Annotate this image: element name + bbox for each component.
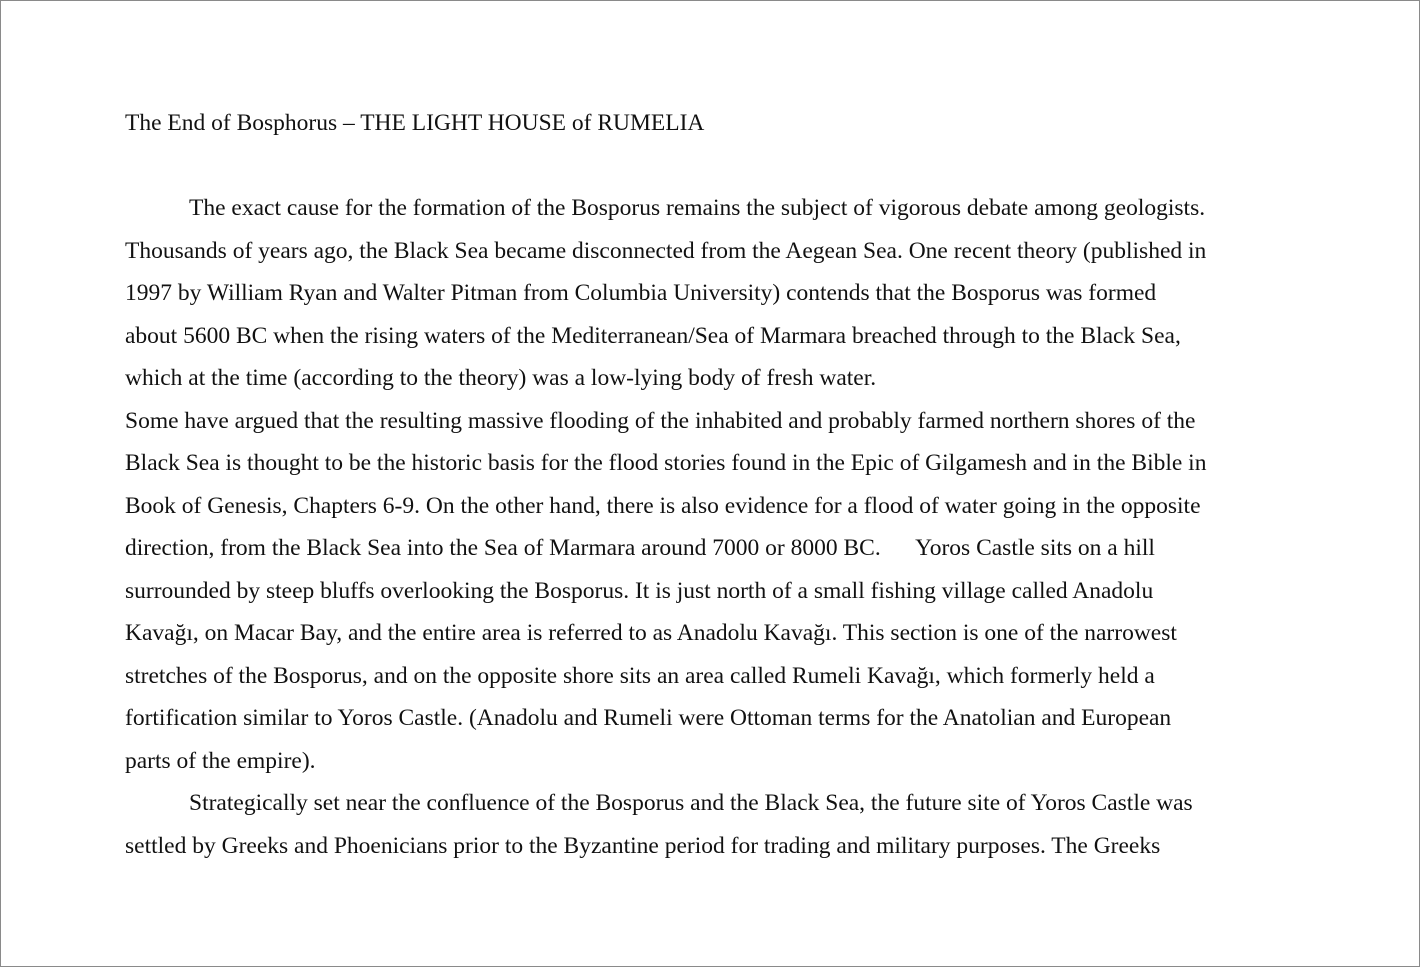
text-line: parts of the empire). [125,747,316,774]
text-line: settled by Greeks and Phoenicians prior to the Byzantine period for trading and military purposes. The Greeks [125,832,1161,859]
text-line: Some have argued that the resulting massive flooding of the inhabited and probably farmed northern shores of the [125,407,1196,434]
text-line: Strategically set near the confluence of the Bosporus and the Black Sea, the future site of Yoros Castle was [189,790,1193,816]
text-line: which at the time (according to the theory) was a low-lying body of fresh water. [125,365,877,391]
document-title: The End of Bosphorus – THE LIGHT HOUSE of RUMELIA [125,110,705,136]
text-line: Kavağı, on Macar Bay, and the entire area is referred to as Anadolu Kavağı. This section is one of the narrowest [125,620,1177,646]
text-line: Book of Genesis, Chapters 6-9. On the other hand, there is also evidence for a flood of water going in the opposite [125,492,1201,519]
text-line: 1997 by William Ryan and Walter Pitman from Columbia University) contends that the Bosporus was formed [125,280,1157,306]
text-line: surrounded by steep bluffs overlooking the Bosporus. It is just north of a small fishing village called Anadolu [125,577,1154,604]
text-line: stretches of the Bosporus, and on the opposite shore sits an area called Rumeli Kavağı, which formerly held a [125,662,1155,689]
text-line: fortification similar to Yoros Castle. (Anadolu and Rumeli were Ottoman terms for the Anatolian and European [125,705,1172,731]
text-line: The exact cause for the formation of the Bosporus remains the subject of vigorous debate among geologists. [189,195,1206,221]
text-line: Black Sea is thought to be the historic basis for the flood stories found in the Epic of Gilgamesh and in the Bible in [125,450,1207,476]
text-line: about 5600 BC when the rising waters of the Mediterranean/Sea of Marmara breached through to the Black Sea, [125,322,1181,349]
text-line: Thousands of years ago, the Black Sea became disconnected from the Aegean Sea. One recent theory (published in [125,237,1207,264]
document-body [125,187,1290,867]
text-line: direction, from the Black Sea into the Sea of Marmara around 7000 or 8000 BC. Yoros Castle sits on a hill [125,535,1155,561]
